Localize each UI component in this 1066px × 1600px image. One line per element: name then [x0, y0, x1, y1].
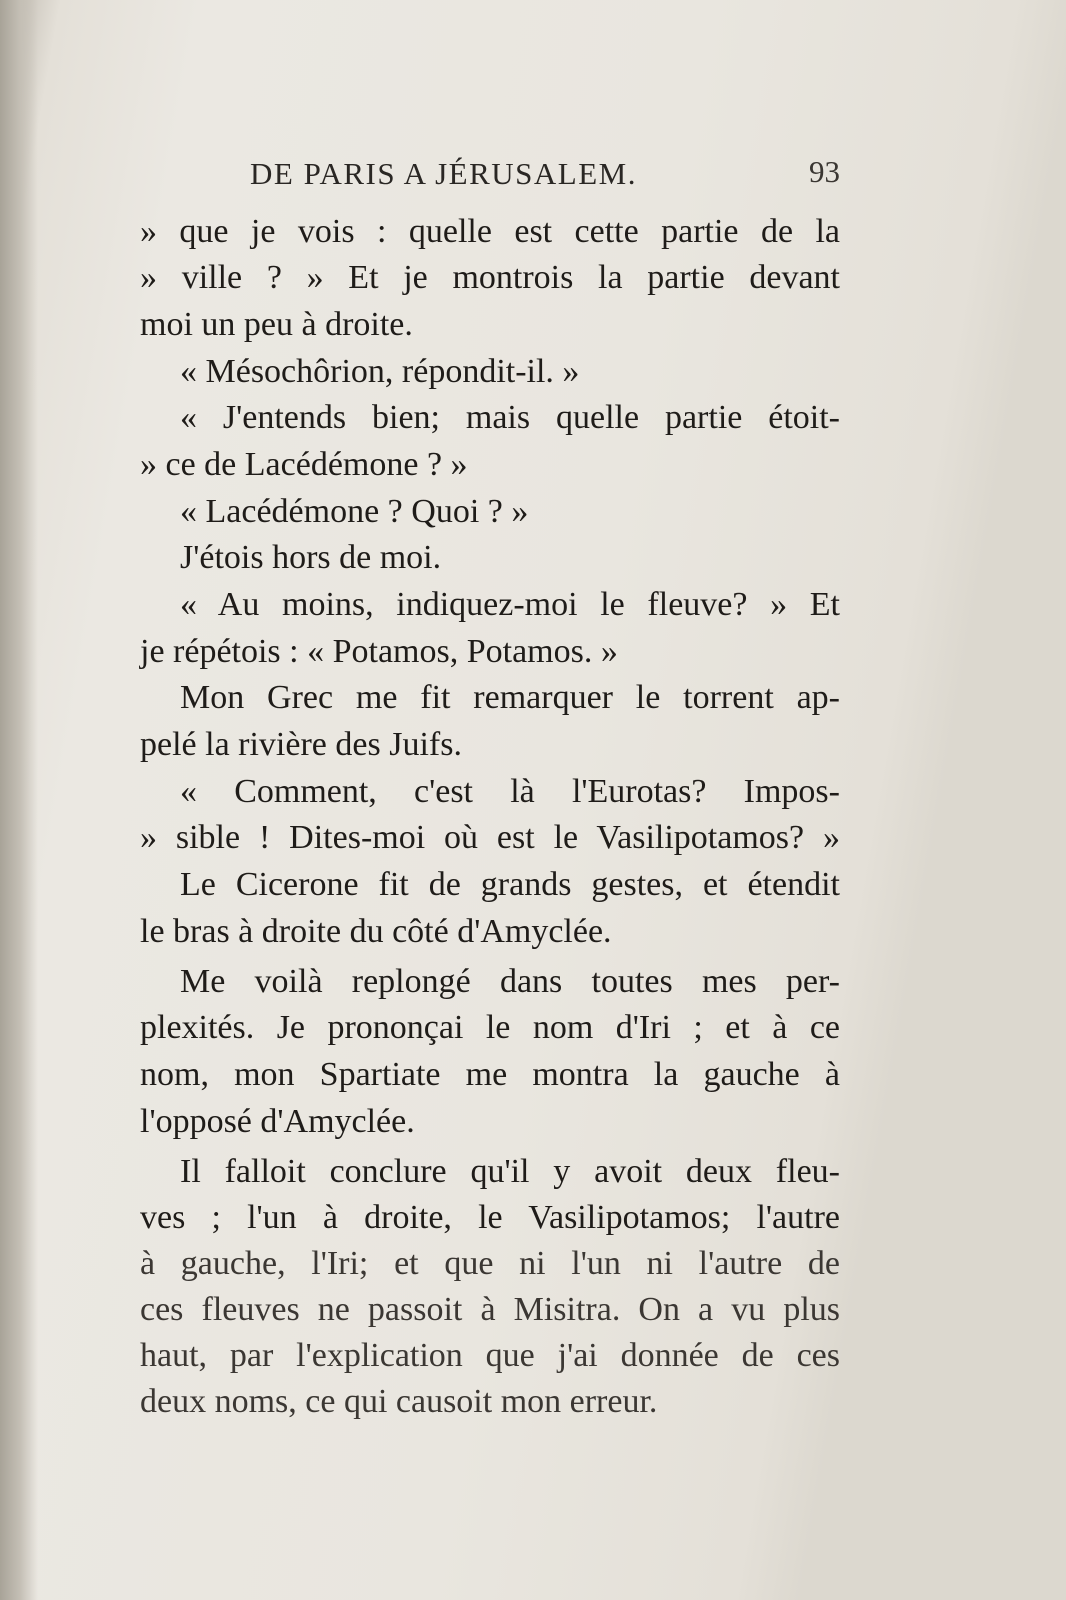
text-line: Il falloit conclure qu'il y avoit deux fleu- [180, 1153, 840, 1190]
book-spine-shadow [0, 0, 38, 1600]
text-line: « Mésochôrion, répondit-il. » [180, 353, 580, 390]
text-line: J'étois hors de moi. [180, 539, 442, 576]
text-line: » ville ? » Et je montrois la partie devant [140, 259, 840, 296]
text-line: l'opposé d'Amyclée. [140, 1103, 415, 1140]
page-header [250, 150, 840, 200]
text-line: nom, mon Spartiate me montra la gauche à [140, 1056, 840, 1093]
text-line: « Au moins, indiquez-moi le fleuve? » Et [180, 586, 840, 623]
text-line: le bras à droite du côté d'Amyclée. [140, 913, 612, 950]
text-line: Me voilà replongé dans toutes mes per- [180, 963, 840, 1000]
text-line: moi un peu à droite. [140, 306, 413, 343]
text-line: plexités. Je prononçai le nom d'Iri ; et à ce [140, 1009, 840, 1046]
page-number: 93 [809, 154, 840, 189]
text-line: « Lacédémone ? Quoi ? » [180, 493, 529, 530]
text-line: « J'entends bien; mais quelle partie étoit- [180, 399, 840, 436]
text-line: » sible ! Dites-moi où est le Vasilipotamos? » [140, 819, 840, 856]
running-head: DE PARIS A JÉRUSALEM. [250, 156, 637, 191]
text-line: à gauche, l'Iri; et que ni l'un ni l'autre de [140, 1245, 840, 1282]
text-line: » que je vois : quelle est cette partie de la [140, 213, 840, 250]
text-line: Le Cicerone fit de grands gestes, et étendit [180, 866, 840, 903]
text-line: haut, par l'explication que j'ai donnée de ces [140, 1337, 840, 1374]
text-line: ves ; l'un à droite, le Vasilipotamos; l'autre [140, 1199, 840, 1236]
text-line: » ce de Lacédémone ? » [140, 446, 468, 483]
text-line: Mon Grec me fit remarquer le torrent ap- [180, 679, 840, 716]
text-line: « Comment, c'est là l'Eurotas? Impos- [180, 773, 840, 810]
text-line: je répétois : « Potamos, Potamos. » [140, 633, 618, 670]
text-line: pelé la rivière des Juifs. [140, 726, 462, 763]
text-line: ces fleuves ne passoit à Misitra. On a vu plus [140, 1291, 840, 1328]
text-line: deux noms, ce qui causoit mon erreur. [140, 1383, 658, 1420]
